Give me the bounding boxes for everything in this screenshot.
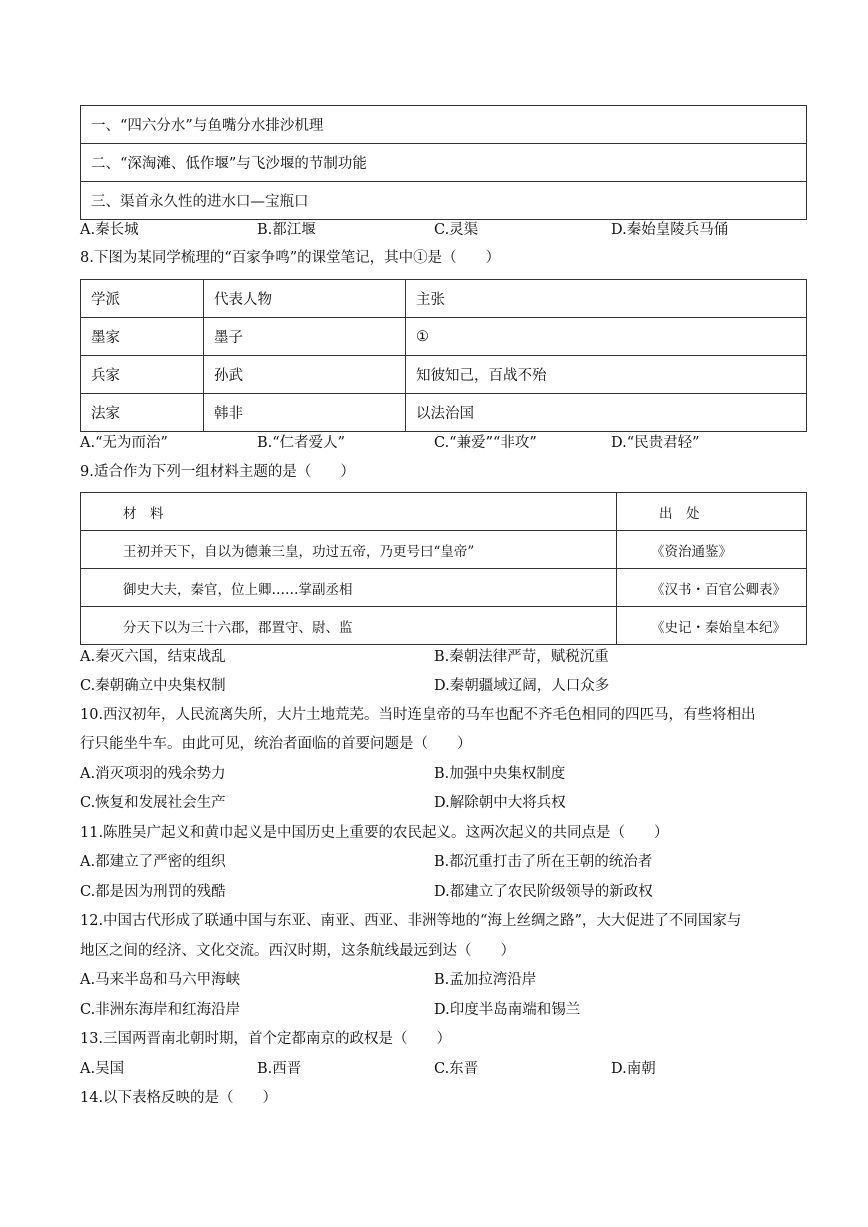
q9-option-a: A.秦灭六国，结束战乱: [80, 649, 226, 665]
table-row: [81, 531, 807, 569]
q9-stem: 9.适合作为下列一组材料主题的是（ ）: [80, 464, 355, 480]
q12-stem-line-2: 地区之间的经济、文化交流。西汉时期，这条航线最远到达（ ）: [80, 943, 515, 959]
q12-option-a: A.马来半岛和马六甲海峡: [80, 972, 241, 988]
table-row: [81, 569, 807, 607]
table-cell: 知彼知己，百战不殆: [406, 356, 807, 394]
table-header: 主张: [406, 280, 807, 318]
q13-option-b: B.西晋: [257, 1061, 302, 1077]
table-row: [81, 607, 807, 645]
table-header-row: [81, 493, 807, 531]
q12-option-b: B.孟加拉湾沿岸: [434, 972, 537, 988]
table-cell: 《史记・秦始皇本纪》: [617, 607, 807, 645]
q13-option-d: D.南朝: [611, 1061, 656, 1077]
table-cell: ①: [406, 318, 807, 356]
table-cell: 三、渠首永久性的进水口—宝瓶口: [81, 182, 807, 220]
q12-stem-line-1: 12.中国古代形成了联通中国与东亚、南亚、西亚、非洲等地的“海上丝绸之路”，大大促进了不同国家与: [80, 913, 742, 929]
table-cell: 韩非: [204, 394, 406, 432]
q9-option-c: C.秦朝确立中央集权制: [80, 678, 226, 694]
q8-option-c: C.“兼爱”“非攻”: [434, 435, 537, 451]
q7-table: [80, 105, 807, 220]
q9-table: [80, 492, 807, 645]
q14-stem: 14.以下表格反映的是（ ）: [80, 1090, 278, 1106]
table-cell: 一、“四六分水”与鱼嘴分水排沙机理: [81, 106, 807, 144]
table-row: [81, 356, 807, 394]
q10-option-b: B.加强中央集权制度: [434, 766, 566, 782]
q10-option-c: C.恢复和发展社会生产: [80, 795, 226, 811]
q7-option-d: D.秦始皇陵兵马俑: [611, 222, 729, 238]
q7-option-c: C.灵渠: [434, 222, 479, 238]
table-header: 出 处: [617, 493, 807, 531]
table-header: 材 料: [81, 493, 617, 531]
table-cell: 孙武: [204, 356, 406, 394]
q8-stem: 8.下图为某同学梳理的“百家争鸣”的课堂笔记，其中①是（ ）: [80, 250, 501, 266]
table-row: [81, 106, 807, 144]
q10-option-d: D.解除朝中大将兵权: [434, 795, 566, 811]
table-header-row: [81, 280, 807, 318]
q10-option-a: A.消灭项羽的残余势力: [80, 766, 226, 782]
q8-option-b: B.“仁者爱人”: [257, 435, 346, 451]
q10-stem-line-2: 行只能坐牛车。由此可见，统治者面临的首要问题是（ ）: [80, 736, 472, 752]
q13-option-a: A.吴国: [80, 1061, 125, 1077]
q8-option-a: A.“无为而治”: [80, 435, 168, 451]
table-cell: 墨子: [204, 318, 406, 356]
q8-table: [80, 279, 807, 432]
q11-option-b: B.都沉重打击了所在王朝的统治者: [434, 854, 653, 870]
q7-option-a: A.秦长城: [80, 222, 139, 238]
table-cell: 分天下以为三十六郡，郡置守、尉、监: [81, 607, 617, 645]
table-cell: 《汉书・百官公卿表》: [617, 569, 807, 607]
table-cell: 墨家: [81, 318, 204, 356]
q13-stem: 13.三国两晋南北朝时期，首个定都南京的政权是（ ）: [80, 1031, 452, 1047]
q12-option-c: C.非洲东海岸和红海沿岸: [80, 1002, 241, 1018]
q10-stem-line-1: 10.西汉初年，人民流离失所，大片土地荒芜。当时连皇帝的马车也配不齐毛色相同的四匹马，有些将相出: [80, 707, 756, 723]
table-row: [81, 318, 807, 356]
q13-option-c: C.东晋: [434, 1061, 479, 1077]
q11-option-a: A.都建立了严密的组织: [80, 854, 226, 870]
table-cell: 王初并天下，自以为德兼三皇，功过五帝，乃更号曰“皇帝”: [81, 531, 617, 569]
table-cell: 二、“深淘滩、低作堰”与飞沙堰的节制功能: [81, 144, 807, 182]
q12-option-d: D.印度半岛南端和锡兰: [434, 1002, 581, 1018]
table-header: 学派: [81, 280, 204, 318]
table-header: 代表人物: [204, 280, 406, 318]
table-cell: 法家: [81, 394, 204, 432]
table-row: [81, 182, 807, 220]
table-row: [81, 144, 807, 182]
q11-option-d: D.都建立了农民阶级领导的新政权: [434, 884, 653, 900]
q7-option-b: B.都江堰: [257, 222, 316, 238]
table-row: [81, 394, 807, 432]
q9-option-d: D.秦朝疆域辽阔，人口众多: [434, 678, 610, 694]
table-cell: 御史大夫，秦官，位上卿……掌副丞相: [81, 569, 617, 607]
q11-stem: 11.陈胜吴广起义和黄巾起义是中国历史上重要的农民起义。这两次起义的共同点是（ ）: [80, 825, 669, 841]
q8-option-d: D.“民贵君轻”: [611, 435, 700, 451]
q11-option-c: C.都是因为刑罚的残酷: [80, 884, 226, 900]
table-cell: 《资治通鉴》: [617, 531, 807, 569]
table-cell: 以法治国: [406, 394, 807, 432]
q9-option-b: B.秦朝法律严苛，赋税沉重: [434, 649, 609, 665]
table-cell: 兵家: [81, 356, 204, 394]
